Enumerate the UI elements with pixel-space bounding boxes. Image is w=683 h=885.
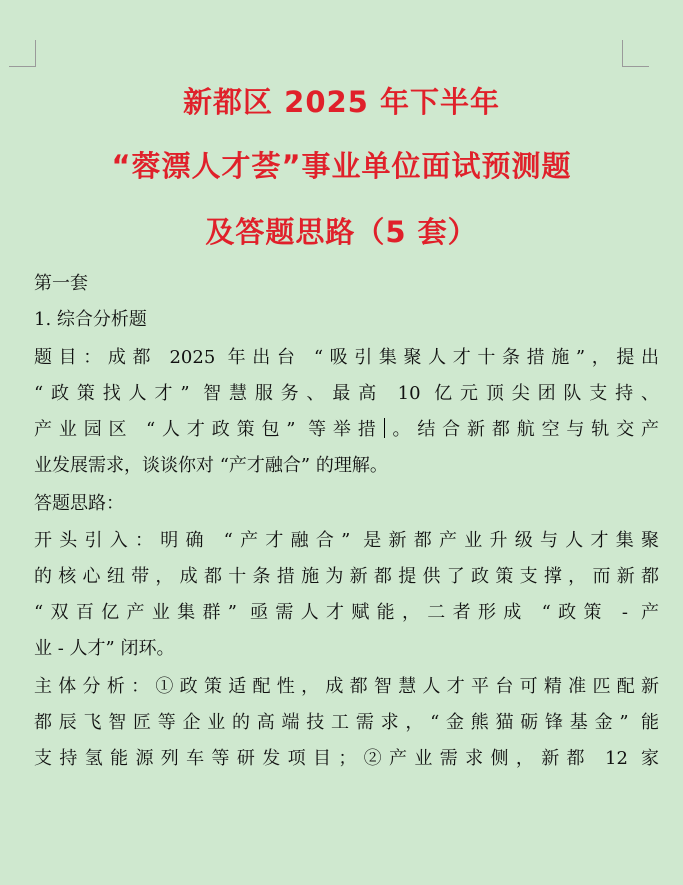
- question-line-with-cursor: [34, 412, 659, 448]
- analysis-line: 主体分析：①政策适配性，成都智慧人才平台可精准匹配新: [34, 676, 659, 697]
- question-heading: 1. 综合分析题: [34, 309, 147, 330]
- intro-line: 的核心纽带，成都十条措施为新都提供了政策支撑，而新都: [34, 566, 659, 587]
- title-line-3: 及答题思路（5 套）: [205, 215, 478, 249]
- crop-mark-top-right: [622, 40, 649, 67]
- document-body[interactable]: [34, 266, 659, 777]
- question-line: 题目：成都 2025 年出台 “吸引集聚人才十条措施”，提出: [34, 347, 659, 368]
- question-line: 业发展需求，谈谈你对 “产才融合” 的理解。: [34, 455, 388, 476]
- analysis-line: 都辰飞智匠等企业的高端技工需求，“金熊猫砺锋基金” 能: [34, 712, 659, 733]
- answer-heading: 答题思路：: [34, 493, 124, 514]
- intro-line: 开头引入：明确 “产才融合” 是新都产业升级与人才集聚: [34, 530, 659, 551]
- intro-line: 业 - 人才” 闭环。: [34, 638, 175, 659]
- text-cursor: [384, 418, 385, 438]
- crop-mark-top-left: [9, 40, 36, 67]
- question-text-after-cursor: 。结合新都航空与轨交产: [385, 419, 659, 440]
- question-text-before-cursor: 产业园区 “人才政策包” 等举措: [34, 419, 383, 440]
- analysis-line: 支持氢能源列车等研发项目；②产业需求侧，新都 12 家: [34, 748, 659, 769]
- title-line-2: “蓉漂人才荟”事业单位面试预测题: [111, 149, 572, 183]
- title-line-1: 新都区 2025 年下半年: [183, 85, 500, 119]
- question-line: “政策找人才” 智慧服务、最高 10 亿元顶尖团队支持、: [34, 383, 659, 404]
- set-heading: 第一套: [34, 273, 88, 294]
- intro-line: “双百亿产业集群” 亟需人才赋能，二者形成 “政策 - 产: [34, 602, 659, 623]
